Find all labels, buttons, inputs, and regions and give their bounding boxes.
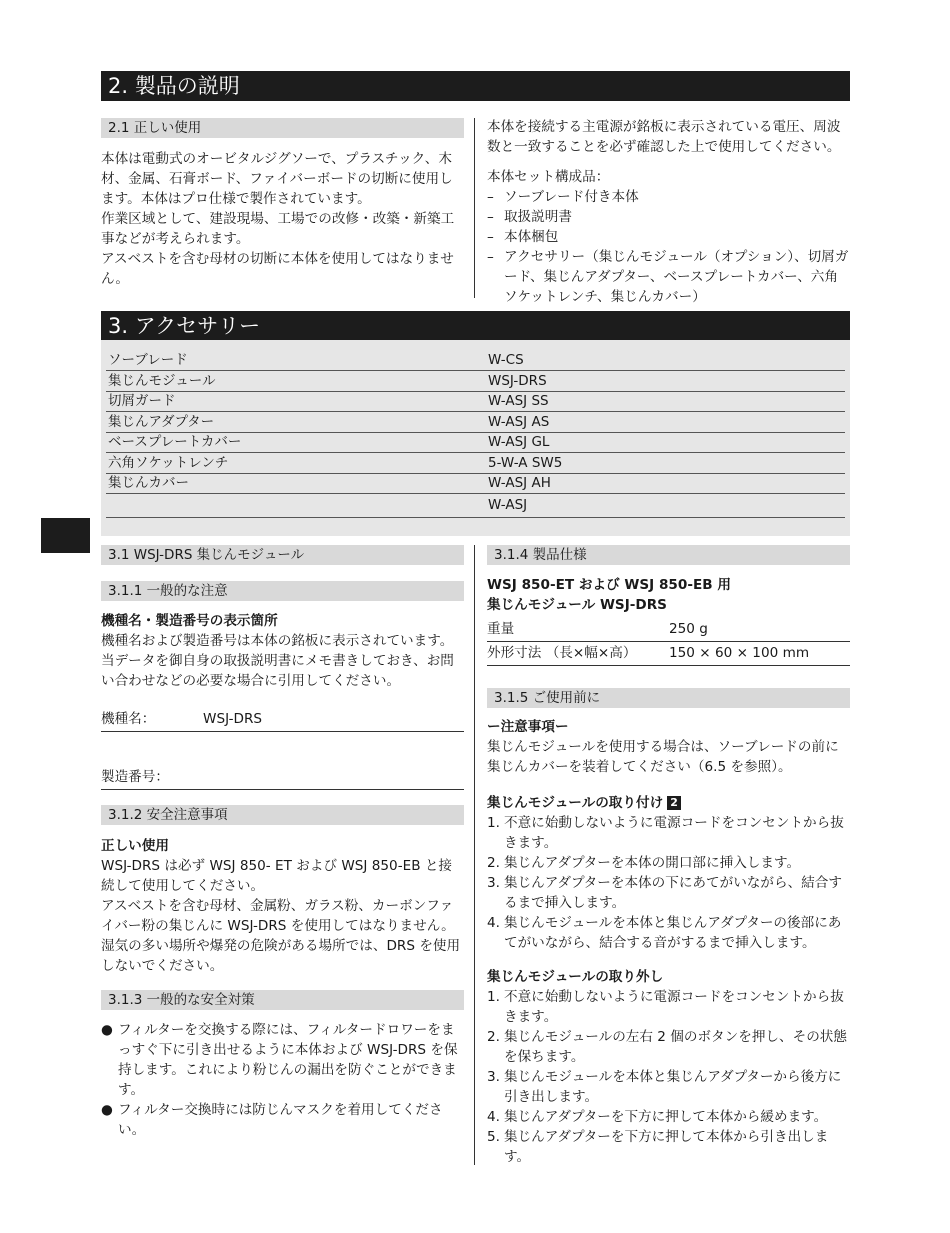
caution-text: 集じんモジュールを使用する場合は、ソーブレードの前に集じんカバーを装着してください（6.5 を参照）。	[487, 739, 839, 775]
before-use-section	[487, 717, 851, 1167]
section-3-title: 3. アクセサリー	[101, 311, 850, 341]
paragraph: アスベストを含む母材の切断に本体を使用してはなりません。	[101, 251, 454, 287]
section-3-1-5-heading: 3.1.5 ご使用前に	[487, 688, 850, 708]
spec-row	[487, 619, 850, 642]
set-contents-title: 本体セット構成品：	[487, 169, 610, 185]
table-row: 切屑ガード W-ASJ SS	[106, 391, 845, 412]
list-item: – アクセサリー（集じんモジュール（オプション）、切屑ガード、集じんアダプター、ベースプレートカバー、六角ソケットレンチ、集じんカバー）	[487, 249, 849, 305]
spec-label: 外形寸法 （長×幅×高）	[487, 645, 637, 661]
paragraph: WSJ-DRS は必ず WSJ 850- ET および WSJ 850-EB と接続して使用してください。	[101, 858, 453, 894]
paragraph: 本体は電動式のオービタルジグソーで、プラスチック、木材、金属、石膏ボード、ファイバーボードの切断に使用します。本体はプロ仕様で製作されています。	[101, 151, 453, 207]
spec-row	[487, 643, 850, 666]
serial-label: 製造番号：	[101, 769, 169, 785]
table-row: 集じんモジュール WSJ-DRS	[106, 371, 845, 392]
section-3-1-3-heading: 3.1.3 一般的な安全対策	[101, 990, 464, 1010]
list-item: 5. 集じんアダプターを下方に押して本体から引き出します。	[487, 1129, 829, 1165]
table-row: 集じんアダプター W-ASJ AS	[106, 412, 845, 433]
model-label: 機種名：	[101, 711, 156, 727]
list-item: 2. 集じんアダプターを本体の開口部に挿入します。	[487, 855, 801, 871]
list-item: 4. 集じんアダプターを下方に押して本体から緩めます。	[487, 1109, 828, 1125]
spec-label: 重量	[487, 621, 515, 637]
table-row: ベースプレートカバー W-ASJ GL	[106, 432, 845, 453]
serial-field	[101, 767, 464, 790]
section-3-1-1-heading: 3.1.1 一般的な注意	[101, 581, 464, 601]
proper-use-heading: 正しい使用	[101, 838, 169, 854]
spec-heading-line: 集じんモジュール WSJ-DRS	[487, 597, 667, 613]
list-item: 4. 集じんモジュールを本体と集じんアダプターの後部にあてがいながら、結合する音がするまで挿入します。	[487, 915, 842, 951]
paragraph: 作業区域として、建設現場、工場での改修・改築・新築工事などが考えられます。	[101, 211, 455, 247]
caution-heading: ー注意事項ー	[487, 719, 569, 735]
model-value: WSJ-DRS	[203, 711, 263, 727]
nameplate-text: 機種名および製造番号は本体の銘板に表示されています。当データを御自身の取扱説明書にメモ書きしておき、お問い合わせなどの必要な場合に引用してください。	[101, 633, 454, 689]
section-3-1-4-heading: 3.1.4 製品仕様	[487, 545, 850, 565]
nameplate-heading: 機種名・製造番号の表示箇所	[101, 613, 278, 629]
attach-heading: 集じんモジュールの取り付け 2	[487, 793, 851, 813]
list-item: ● フィルター交換時には防じんマスクを着用してください。	[101, 1102, 443, 1138]
voltage-note: 本体を接続する主電源が銘板に表示されている電圧、周波数と一致することを必ず確認した上で使用してください。	[487, 119, 841, 155]
list-item: – 本体梱包	[487, 229, 559, 245]
section-2-right-column	[487, 117, 851, 307]
section-2-title: 2. 製品の説明	[101, 71, 850, 101]
section-3-1-2-heading: 3.1.2 安全注意事項	[101, 805, 464, 825]
list-item: – 取扱説明書	[487, 209, 572, 225]
nameplate-info	[101, 611, 465, 691]
section-3-1-heading: 3.1 WSJ-DRS 集じんモジュール	[101, 545, 464, 565]
section-2-1-body	[101, 149, 465, 289]
paragraph: アスベストを含む母材、金属粉、ガラス粉、カーボンファイバー粉の集じんに WSJ-DRS を使用してはなりません。	[101, 898, 455, 934]
proper-use-section	[101, 836, 465, 976]
spec-value: 250 g	[669, 621, 708, 637]
model-field	[101, 709, 464, 732]
list-item: ● フィルターを交換する際には、フィルタードロワーをまっすぐ下に引き出せるように本体および WSJ-DRS を保持します。これにより粉じんの漏出を防ぐことができます。	[101, 1022, 458, 1098]
detach-heading: 集じんモジュールの取り外し	[487, 969, 664, 985]
spec-heading	[487, 575, 851, 615]
spec-value: 150 × 60 × 100 mm	[669, 645, 810, 661]
list-item: 1. 不意に始動しないように電源コードをコンセントから抜きます。	[487, 815, 844, 851]
spec-heading-line: WSJ 850-ET および WSJ 850-EB 用	[487, 577, 731, 593]
list-item: 2. 集じんモジュールの左右 2 個のボタンを押し、その状態を保ちます。	[487, 1029, 847, 1065]
list-item: – ソーブレード付き本体	[487, 189, 639, 205]
table-row: W-ASJ	[106, 495, 845, 518]
page-tab-marker	[41, 518, 90, 553]
list-item: 3. 集じんアダプターを本体の下にあてがいながら、結合するまで挿入します。	[487, 875, 842, 911]
set-contents-list	[487, 187, 851, 307]
column-divider	[474, 545, 475, 1165]
table-row: 六角ソケットレンチ 5-W-A SW5	[106, 453, 845, 474]
table-row: ソーブレード W-CS	[106, 350, 845, 371]
figure-reference-badge: 2	[667, 796, 681, 810]
column-divider	[474, 118, 475, 298]
section-2-1-heading: 2.1 正しい使用	[101, 118, 464, 138]
paragraph: 湿気の多い場所や爆発の危険がある場所では、DRS を使用しないでください。	[101, 938, 461, 974]
table-row: 集じんカバー W-ASJ AH	[106, 473, 845, 494]
list-item: 1. 不意に始動しないように電源コードをコンセントから抜きます。	[487, 989, 844, 1025]
list-item: 3. 集じんモジュールを本体と集じんアダプターから後方に引き出します。	[487, 1069, 842, 1105]
safety-bullets	[101, 1020, 465, 1140]
